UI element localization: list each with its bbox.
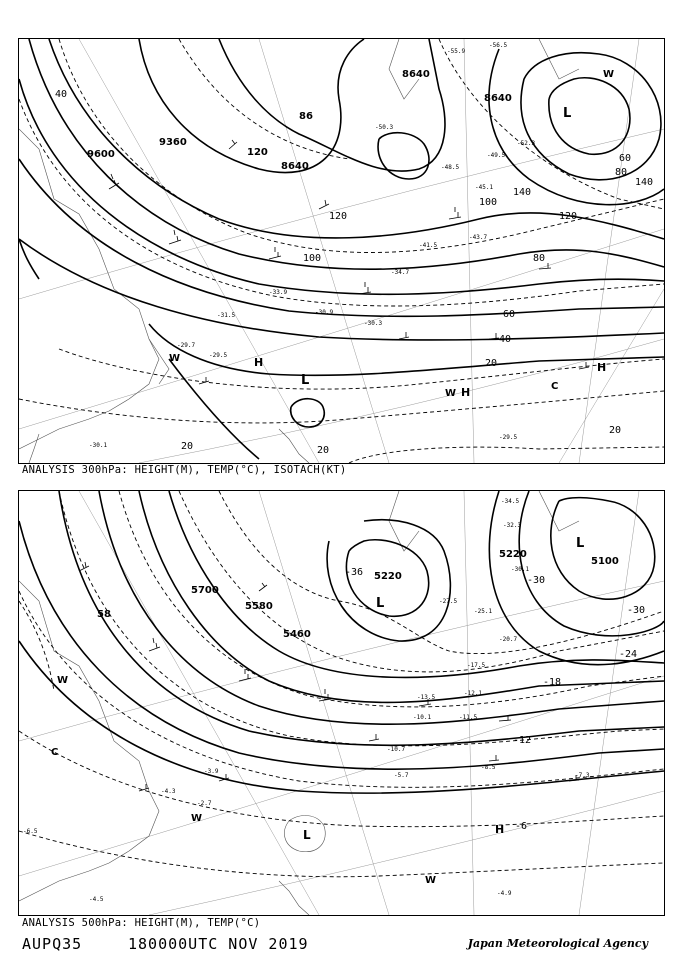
temp-label: -50.3: [375, 124, 394, 131]
height-label: 5700: [191, 585, 219, 596]
isotherm-contours: [19, 491, 664, 877]
isotach-label: 100: [479, 197, 498, 208]
height-label: 5460: [283, 629, 311, 640]
agency-name: Japan Meteorological Agency: [467, 937, 648, 950]
temp-label: -29.5: [209, 352, 228, 359]
isotherm-label: -12: [513, 735, 532, 746]
temp-label: -31.5: [217, 312, 236, 319]
temp-label: -30.1: [511, 566, 530, 573]
temp-label: -34.7: [391, 269, 410, 276]
temp-label: -6.5: [23, 828, 38, 835]
height-label: 8640: [402, 69, 430, 80]
isotach-label: 120: [559, 211, 578, 222]
temp-label: -41.5: [419, 242, 438, 249]
analysis-300hpa-map: [18, 38, 665, 464]
temp-label: -49.5: [487, 152, 506, 159]
caption-500hpa: ANALYSIS 500hPa: HEIGHT(M), TEMP(°C): [22, 917, 261, 929]
height-label: 5220: [374, 571, 402, 582]
temp-label: -20.7: [499, 636, 518, 643]
isotach-label: 20: [609, 425, 622, 436]
isotach-label: 140: [513, 187, 532, 198]
chart-id: AUPQ35: [22, 935, 83, 953]
temp-label: -55.9: [447, 48, 466, 55]
temp-label: -56.5: [489, 42, 508, 49]
temp-label: -29.5: [499, 434, 518, 441]
height-label: 8640: [484, 93, 512, 104]
center-high: H: [597, 361, 607, 374]
center-warm: W: [191, 813, 203, 824]
center-high: H: [254, 356, 264, 369]
height-label: 9360: [159, 137, 187, 148]
temp-label: -4.3: [161, 788, 176, 795]
temp-label: -32.3: [503, 522, 522, 529]
isotach-label: 80: [533, 253, 546, 264]
temp-label: -29.7: [177, 342, 196, 349]
coastlines: [19, 491, 579, 915]
map-300hpa-svg: [19, 39, 664, 463]
center-cold: C: [551, 381, 559, 392]
map-500hpa-svg: [19, 491, 664, 915]
temp-label: -8.5: [481, 764, 496, 771]
valid-time: 180000UTC NOV 2019: [128, 935, 309, 953]
temp-label: -10.1: [413, 714, 432, 721]
height-label: 8640: [281, 161, 309, 172]
isotherm-label: -24: [619, 649, 638, 660]
height-labels: [97, 549, 619, 640]
temp-label: -34.5: [501, 498, 520, 505]
height-label: 9600: [87, 149, 115, 160]
temp-label: -27.5: [439, 598, 458, 605]
isotach-label: 120: [329, 211, 348, 222]
height-label: 58: [97, 609, 111, 620]
center-high: H: [495, 823, 505, 836]
temp-label: -30.3: [364, 320, 383, 327]
isotherm-label: -6: [515, 821, 528, 832]
temp-label: -45.1: [475, 184, 494, 191]
center-warm: W: [603, 69, 615, 80]
analysis-500hpa-map: [18, 490, 665, 916]
height-labels: [87, 69, 512, 172]
center-low: L: [576, 536, 585, 551]
temp-label: -52.3: [517, 140, 536, 147]
isotach-label: 40: [55, 89, 68, 100]
pressure-centers: [169, 69, 614, 399]
height-label: 5580: [245, 601, 273, 612]
temp-label: -11.5: [459, 714, 478, 721]
isotach-labels: [55, 89, 653, 456]
center-low: L: [301, 373, 310, 388]
center-low: L: [563, 106, 572, 121]
temp-label: -33.9: [269, 289, 288, 296]
isotach-label: 140: [635, 177, 654, 188]
center-high: H: [461, 386, 471, 399]
isotach-label: 20: [317, 445, 330, 456]
center-warm: W: [445, 388, 457, 399]
temp-label: -30.9: [315, 309, 334, 316]
temp-label: -43.7: [469, 234, 488, 241]
center-warm: W: [169, 353, 181, 364]
temp-label: -48.5: [441, 164, 460, 171]
isotach-label: 100: [303, 253, 322, 264]
center-warm: W: [57, 675, 69, 686]
temp-label: -10.7: [387, 746, 406, 753]
temp-label: -30.1: [89, 442, 108, 449]
height-label: 120: [247, 147, 268, 158]
height-label: 5100: [591, 556, 619, 567]
isotach-label: 80: [615, 167, 628, 178]
temp-label: -3.9: [204, 768, 219, 775]
temp-label: -5.7: [394, 772, 409, 779]
height-label: 86: [299, 111, 313, 122]
temp-label: -25.1: [474, 608, 493, 615]
temp-label: -7.3: [575, 772, 590, 779]
isotherm-label: -18: [543, 677, 562, 688]
height-label: 5220: [499, 549, 527, 560]
isotach-label: 20: [181, 441, 194, 452]
isotherm-label: -30: [527, 575, 546, 586]
center-low: L: [376, 596, 385, 611]
temp-label: -4.9: [497, 890, 512, 897]
caption-300hpa: ANALYSIS 300hPa: HEIGHT(M), TEMP(°C), ISOTACH(KT): [22, 464, 347, 476]
wind-barbs: [79, 562, 579, 791]
height-contours: [19, 39, 664, 459]
center-low: L: [303, 828, 311, 842]
temp-label: -17.5: [467, 662, 486, 669]
isotach-label: 40: [499, 334, 512, 345]
temp-label: -12.1: [464, 690, 483, 697]
center-warm: W: [425, 875, 437, 886]
height-contours: [19, 491, 664, 793]
isotach-label: 20: [485, 358, 498, 369]
isotach-label: 60: [503, 309, 516, 320]
temp-label: -2.7: [197, 800, 212, 807]
temp-label: -4.5: [89, 896, 104, 903]
temp-label: -13.5: [417, 694, 436, 701]
isotherm-label: -36: [345, 567, 364, 578]
center-cold: C: [51, 747, 59, 758]
isotherm-label: -30: [627, 605, 646, 616]
isotach-label: 60: [619, 153, 632, 164]
